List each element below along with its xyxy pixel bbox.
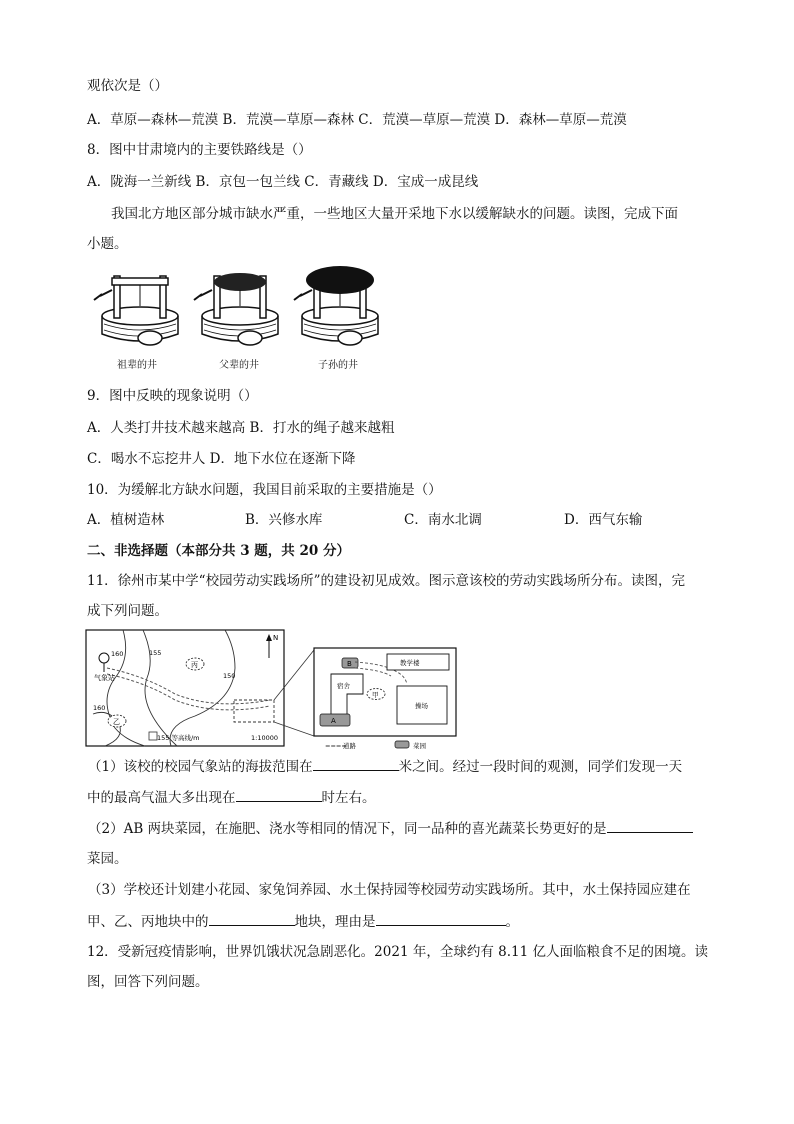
- q11-part1-text-b: 米之间。经过一段时间的观测，同学们发现一天: [398, 759, 683, 775]
- answer-blank-altitude[interactable]: [313, 756, 399, 771]
- answer-blank-time[interactable]: [236, 787, 322, 802]
- q9-options-line2: C．喝水不忘挖井人 D．地下水位在逐渐下降: [87, 451, 356, 467]
- q11-part1-text-c: 中的最高气温大多出现在: [87, 790, 236, 806]
- section2-title: 二、非选择题（本部分共 3 题，共 20 分）: [87, 543, 350, 559]
- q11-part3-line2: [87, 911, 519, 932]
- q11-part3-text-b: 甲、乙、丙地块中的: [87, 914, 209, 930]
- plot-yi-label: 乙: [113, 718, 120, 726]
- legend-garden: 菜园: [413, 742, 426, 750]
- station-label: 气象站: [94, 674, 115, 682]
- q11-part3-text-c: 地块，理由是: [294, 914, 376, 930]
- q11-part1-line2: [87, 787, 376, 808]
- legend-road: 道路: [343, 742, 356, 750]
- q11-part2-line1: [88, 818, 693, 839]
- answer-blank-reason[interactable]: [376, 911, 506, 926]
- legend-contour: 155 等高线/m: [157, 734, 200, 742]
- q7-options: A．草原—森林—荒漠 B．荒漠—草原—森林 C．荒漠—草原—荒漠 D．森林—草原—荒漠: [87, 112, 627, 128]
- contour-label-160-lower: 160: [93, 704, 106, 712]
- q7-tail: 观依次是（）: [87, 78, 168, 94]
- q11-part1-line1: [88, 756, 682, 777]
- q9-options-line1: A．人类打井技术越来越高 B．打水的绳子越来越粗: [87, 420, 395, 436]
- plot-bing-label: 丙: [191, 661, 198, 669]
- wells-illustration: [90, 266, 390, 352]
- map-scale: 1:10000: [251, 734, 279, 742]
- plot-jia-label: 甲: [372, 691, 379, 699]
- q11-part2-text-a: （2）AB 两块菜园，在施肥、浇水等相同的情况下，同一品种的喜光蔬菜长势更好的是: [88, 821, 607, 837]
- well-label-grandparents: 祖辈的井: [117, 360, 157, 371]
- q8-stem: 8．图中甘肃境内的主要铁路线是（）: [87, 142, 312, 158]
- q11-part2-line2: 菜园。: [87, 851, 128, 867]
- teaching-building-label: 教学楼: [400, 659, 420, 667]
- q12-line2: 图，回答下列问题。: [87, 974, 209, 990]
- q11-part3-line1: （3）学校还计划建小花园、家兔饲养园、水土保持园等校园劳动实践场所。其中，水土保持园应建在: [88, 882, 691, 898]
- q10-option-a: A．植树造林: [87, 512, 165, 528]
- well-descendants: [294, 266, 378, 345]
- answer-blank-garden[interactable]: [607, 818, 693, 833]
- north-label: N: [273, 634, 279, 642]
- dorm-label: 宿舍: [337, 682, 350, 690]
- q10-stem: 10．为缓解北方缺水问题，我国目前采取的主要措施是（）: [87, 482, 442, 498]
- legend-road-icon: ====: [325, 742, 347, 750]
- answer-blank-plot[interactable]: [209, 911, 295, 926]
- contour-label-160: 160: [111, 650, 124, 658]
- well-parents: [194, 273, 278, 345]
- well-grandparents: [94, 276, 178, 345]
- plot-b-label: B: [347, 660, 352, 668]
- q11-part1-text-a: （1）该校的校园气象站的海拔范围在: [88, 759, 313, 775]
- playground-label: 操场: [415, 702, 428, 710]
- q11-stem-line1: 11．徐州市某中学“校园劳动实践场所”的建设初见成效。图示意该校的劳动实践场所分布。读图，完: [87, 573, 685, 589]
- q10-option-c: C．南水北调: [404, 512, 482, 528]
- contour-label-155: 155: [149, 649, 162, 657]
- contour-label-150: 150: [223, 672, 236, 680]
- passage-line2: 小题。: [87, 236, 128, 252]
- well-label-descendants: 子孙的井: [318, 360, 358, 371]
- passage-line1: 我国北方地区部分城市缺水严重，一些地区大量开采地下水以缓解缺水的问题。读图，完成下面: [111, 206, 678, 222]
- school-map: [85, 628, 460, 750]
- q12-line1: 12．受新冠疫情影响，世界饥饿状况急剧恶化。2021 年，全球约有 8.11 亿人面临粮食不足的困境。读: [87, 944, 708, 960]
- well-label-parents: 父辈的井: [219, 360, 259, 371]
- q11-stem-line2: 成下列问题。: [87, 603, 168, 619]
- q10-option-d: D．西气东输: [564, 512, 643, 528]
- q11-part3-text-d: 。: [505, 914, 519, 930]
- q8-options: A．陇海一兰新线 B．京包一包兰线 C．青藏线 D．宝成一成昆线: [87, 174, 479, 190]
- q9-stem: 9．图中反映的现象说明（）: [87, 388, 258, 404]
- plot-a-label: A: [331, 717, 336, 725]
- q10-option-b: B．兴修水库: [245, 512, 323, 528]
- q11-part1-text-d: 时左右。: [321, 790, 376, 806]
